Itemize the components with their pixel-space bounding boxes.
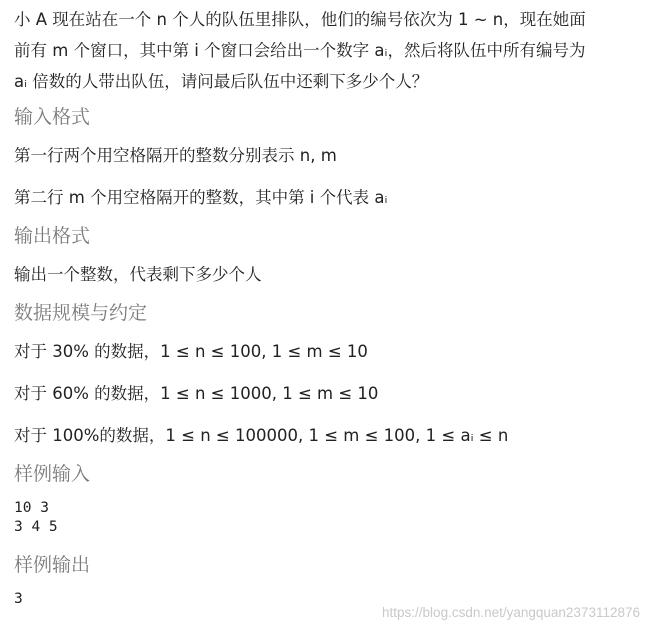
output-format-line-1: 输出一个整数，代表剩下多少个人	[14, 265, 262, 284]
constraint-item-2: 对于 60% 的数据，1 ≤ n ≤ 1000, 1 ≤ m ≤ 10	[14, 384, 379, 403]
output-format-heading: 输出格式	[14, 225, 91, 247]
sample-output-block: 3	[14, 591, 23, 607]
constraint-item-3: 对于 100%的数据，1 ≤ n ≤ 100000, 1 ≤ m ≤ 100, 1 ≤ aᵢ ≤ n	[14, 426, 509, 445]
sample-input-heading: 样例输入	[14, 463, 91, 485]
input-format-heading: 输入格式	[14, 106, 91, 128]
statement-line-2: 前有 m 个窗口，其中第 i 个窗口会给出一个数字 aᵢ，然后将队伍中所有编号为	[14, 41, 586, 60]
statement-line-3: aᵢ 倍数的人带出队伍，请问最后队伍中还剩下多少个人？	[14, 72, 429, 91]
constraint-item-1: 对于 30% 的数据，1 ≤ n ≤ 100, 1 ≤ m ≤ 10	[14, 342, 368, 361]
sample-output-heading: 样例输出	[14, 554, 91, 576]
watermark: https://blog.csdn.net/yangquan2373112876	[382, 605, 640, 620]
input-format-line-2: 第二行 m 个用空格隔开的整数，其中第 i 个代表 aᵢ	[14, 188, 388, 207]
input-format-line-1: 第一行两个用空格隔开的整数分别表示 n, m	[14, 146, 337, 165]
problem-statement	[14, 4, 638, 97]
statement-line-1: 小 A 现在站在一个 n 个人的队伍里排队，他们的编号依次为 1 ∼ n，现在她面	[14, 10, 586, 29]
sample-input-block: 10 3 3 4 5	[14, 500, 58, 535]
constraints-heading: 数据规模与约定	[14, 302, 148, 324]
